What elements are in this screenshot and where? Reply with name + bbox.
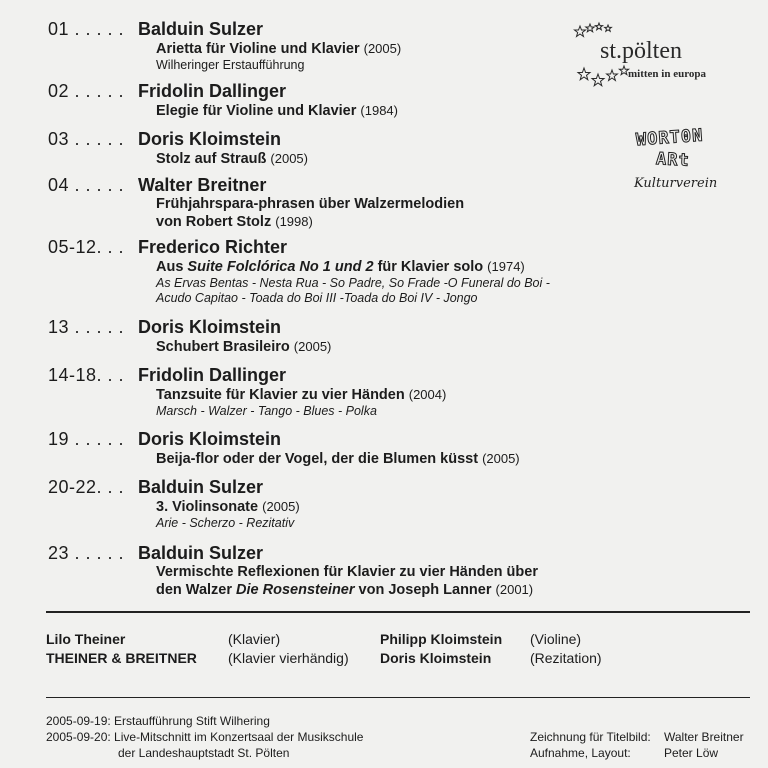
work-title: Stolz auf Strauß (156, 151, 267, 167)
track-header (48, 542, 648, 564)
work-title: von Robert Stolz (156, 214, 272, 230)
performer-name: THEINER & BREITNER (46, 650, 197, 666)
work-year: (1998) (275, 214, 313, 229)
composer-name: Balduin Sulzer (138, 477, 264, 497)
composer-name: Doris Kloimstein (138, 429, 282, 449)
track-entry (48, 174, 648, 231)
track-entry (48, 428, 648, 468)
credit-label: Zeichnung für Titelbild: (530, 730, 651, 744)
track-number: 01 . . . . . (48, 19, 125, 39)
footer-credit-row (530, 745, 744, 761)
work-title-line (156, 581, 648, 599)
credit-value: Walter Breitner (664, 730, 744, 744)
work-title-italic: Die Rosensteiner (236, 582, 355, 598)
track-number: 03 . . . . . (48, 129, 125, 149)
divider-bottom (46, 697, 750, 698)
performer-row (46, 649, 349, 668)
work-year: (1984) (360, 103, 398, 118)
performer-row (46, 630, 349, 649)
st-poelten-name: st.pölten (600, 38, 682, 64)
work-title: Tanzsuite für Klavier zu vier Händen (156, 387, 405, 403)
track-entry (48, 476, 648, 531)
footer-line: 2005-09-19: Erstaufführung Stift Wilhering (46, 714, 270, 728)
work-title: Arietta für Violine und Klavier (156, 41, 360, 57)
track-header (48, 128, 648, 150)
work-title-line (156, 102, 648, 120)
track-header (48, 428, 648, 450)
track-entry (48, 18, 648, 73)
work-title-line (156, 338, 648, 356)
performer-role: (Klavier vierhändig) (228, 650, 349, 666)
work-title-line (156, 196, 648, 213)
composer-name: Walter Breitner (138, 175, 267, 195)
track-header (48, 18, 648, 40)
track-entry (48, 364, 648, 419)
track-number: 02 . . . . . (48, 81, 125, 101)
track-note: Arie - Scherzo - Rezitativ (156, 516, 295, 530)
st-poelten-logo (570, 18, 740, 98)
track-number: 04 . . . . . (48, 175, 125, 195)
track-number: 13 . . . . . (48, 317, 125, 337)
work-title-line (156, 564, 648, 581)
track-header (48, 174, 648, 196)
performer-role: (Klavier) (228, 631, 281, 647)
track-header (48, 316, 648, 338)
track-header (48, 236, 648, 258)
work-title-italic: Suite Folclórica No 1 und 2 (187, 259, 374, 275)
work-title: 3. Violinsonate (156, 499, 259, 515)
work-year: (2001) (495, 582, 534, 597)
composer-name: Doris Kloimstein (138, 317, 282, 337)
work-title-line (156, 386, 648, 404)
track-number: 23 . . . . . (48, 543, 125, 563)
footer-credits-left (46, 713, 363, 761)
composer-name: Fridolin Dallinger (138, 365, 287, 385)
wortart-kulturverein-logo (628, 126, 748, 198)
work-year: (1974) (487, 259, 525, 274)
footer-credit-row (530, 729, 744, 745)
work-title-line (156, 450, 648, 468)
work-year: (2005) (363, 41, 402, 56)
work-title: Schubert Brasileiro (156, 339, 290, 355)
composer-name: Frederico Richter (138, 237, 288, 257)
performer-row (380, 649, 602, 668)
performer-name: Lilo Theiner (46, 631, 126, 647)
track-header (48, 476, 648, 498)
track-entry (48, 236, 648, 306)
work-title-line (156, 498, 648, 516)
composer-name: Balduin Sulzer (138, 543, 264, 563)
performers-left (46, 630, 349, 668)
wortart-logo-line2: ARt (655, 149, 691, 171)
track-number: 05-12. . . (48, 237, 125, 257)
track-entry (48, 316, 648, 356)
work-year: (2005) (270, 151, 308, 166)
performers-right (380, 630, 602, 668)
track-number: 20-22. . . (48, 477, 125, 497)
work-title-prefix: den Walzer (156, 582, 237, 598)
track-header (48, 364, 648, 386)
performer-name: Philipp Kloimstein (380, 631, 503, 647)
footer-credits-right (530, 729, 744, 761)
track-entry (48, 128, 648, 168)
track-number: 14-18. . . (48, 365, 125, 385)
track-header (48, 80, 648, 102)
track-note: As Ervas Bentas - Nesta Rua - So Padre, So Frade -O Funeral do Boi - (156, 276, 550, 290)
work-title-line (156, 258, 648, 276)
credit-label: Aufnahme, Layout: (530, 746, 631, 760)
composer-name: Balduin Sulzer (138, 19, 264, 39)
track-note: Acudo Capitao - Toada do Boi III -Toada do Boi IV - Jongo (156, 291, 478, 305)
work-year: (2004) (408, 387, 447, 402)
st-poelten-tagline: mitten in europa (628, 68, 707, 80)
work-title-line (156, 213, 648, 231)
performer-row (380, 630, 602, 649)
performer-name: Doris Kloimstein (380, 650, 492, 666)
track-entry (48, 542, 648, 599)
footer-line: 2005-09-20: Live-Mitschnitt im Konzertsaal der Musikschule (46, 730, 364, 744)
wortart-logo-subtitle: Kulturverein (634, 176, 718, 191)
work-title: Beija-flor oder der Vogel, der die Blumen küsst (156, 451, 479, 467)
work-title: für Klavier solo (373, 259, 484, 275)
credit-value: Peter Löw (664, 746, 719, 760)
performer-role: (Rezitation) (530, 650, 602, 666)
work-title: Vermischte Reflexionen für Klavier zu vier Händen über (156, 564, 538, 580)
divider-top (46, 611, 750, 613)
work-year: (2005) (482, 451, 520, 466)
work-title: Frühjahrspara-phrasen über Walzermelodien (156, 196, 465, 212)
work-title-prefix: Aus (156, 259, 188, 275)
track-entry (48, 80, 648, 120)
composer-name: Doris Kloimstein (138, 129, 282, 149)
work-year: (2005) (293, 339, 332, 354)
work-title: von Joseph Lanner (354, 582, 492, 598)
work-title-line (156, 150, 648, 168)
work-title: Elegie für Violine und Klavier (156, 103, 357, 119)
composer-name: Fridolin Dallinger (138, 81, 287, 101)
performer-role: (Violine) (530, 631, 582, 647)
track-note: Marsch - Walzer - Tango - Blues - Polka (156, 404, 377, 418)
track-number: 19 . . . . . (48, 429, 125, 449)
wortart-logo-line1: WORT0N (635, 125, 705, 151)
track-note: Wilheringer Erstaufführung (156, 58, 305, 72)
work-year: (2005) (262, 499, 300, 514)
footer-line: der Landeshauptstadt St. Pölten (118, 746, 290, 760)
